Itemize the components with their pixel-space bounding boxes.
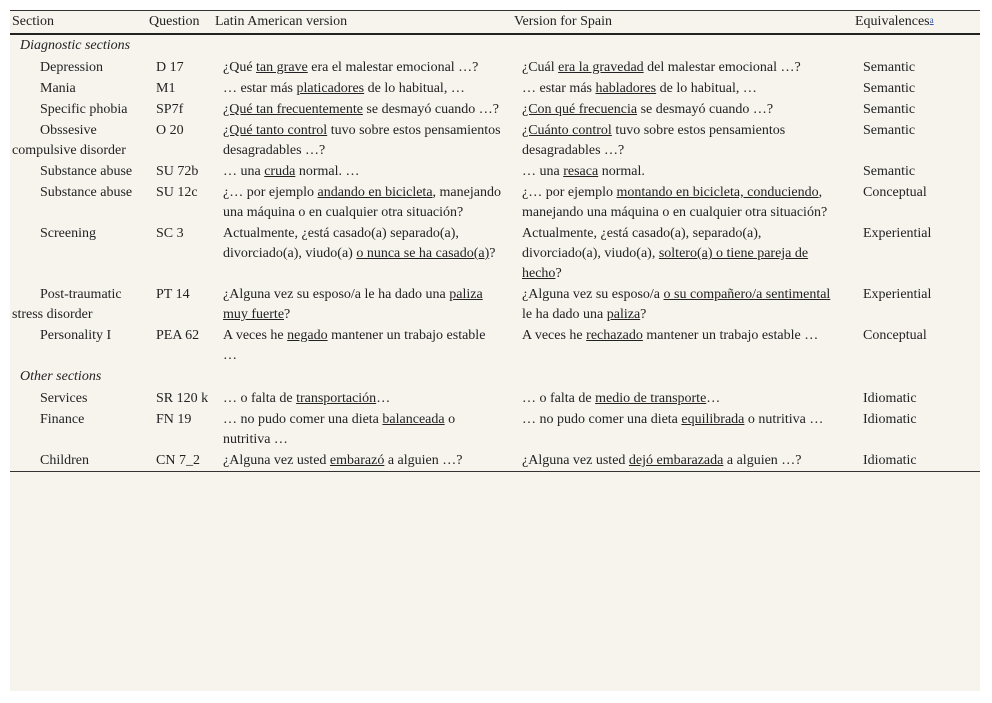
text-segment: … estar más <box>522 81 596 96</box>
section-cell: Services <box>40 391 88 406</box>
text-segment: A veces he <box>223 328 288 343</box>
latin-american-cell <box>213 182 512 223</box>
text-segment: ¿Alguna vez su esposo/a <box>522 287 664 302</box>
section-cell: Mania <box>40 81 76 96</box>
section-cell: Depression <box>40 60 103 75</box>
section-cell: Substance abuse <box>40 185 133 200</box>
highlighted-term: equilibrada <box>681 412 745 427</box>
highlighted-term: o nunca se ha casado(a) <box>356 246 490 261</box>
text-segment: … no pudo comer una dieta <box>522 412 682 427</box>
spain-cell <box>512 57 853 78</box>
latin-american-cell <box>213 388 512 409</box>
text-segment: ¿Alguna vez usted <box>223 453 330 468</box>
equivalence-cell: Semantic <box>863 60 916 75</box>
equivalence-cell: Idiomatic <box>863 412 917 427</box>
text-segment: … una <box>223 164 265 179</box>
text-segment: Actualmente, ¿está casado(a), separado(a), divorciado(a), viudo(a), <box>522 226 762 261</box>
text-segment: mantener un trabajo estable … <box>223 328 486 363</box>
equivalence-table <box>10 10 980 472</box>
question-cell: PT 14 <box>156 287 190 302</box>
text-segment: a alguien …? <box>384 453 463 468</box>
question-cell: FN 19 <box>156 412 192 427</box>
text-segment: se desmayó cuando …? <box>637 102 774 117</box>
section-cell: Specific phobia <box>40 102 128 117</box>
text-segment: … una <box>522 164 564 179</box>
equivalence-cell: Semantic <box>863 81 916 96</box>
table-row <box>10 182 980 223</box>
text-segment: era el malestar emocional …? <box>307 60 479 75</box>
footnote-link[interactable]: a <box>929 15 934 25</box>
equivalence-cell: Conceptual <box>863 185 927 200</box>
spain-cell <box>512 161 853 182</box>
text-segment: mantener un trabajo estable … <box>642 328 819 343</box>
highlighted-term: platicadores <box>296 81 365 96</box>
text-segment: a alguien …? <box>723 453 802 468</box>
highlighted-term: resaca <box>563 164 599 179</box>
header-latin-american: Latin American version <box>215 14 348 29</box>
latin-american-cell <box>213 78 512 99</box>
question-cell: SC 3 <box>156 226 184 241</box>
equivalence-cell: Experiential <box>863 287 932 302</box>
text-segment: … o falta de <box>223 391 297 406</box>
table-header-row <box>10 11 980 35</box>
latin-american-cell <box>213 161 512 182</box>
highlighted-term: tan grave <box>256 60 308 75</box>
equivalence-cell: Semantic <box>863 102 916 117</box>
text-segment: le ha dado una <box>522 307 607 322</box>
highlighted-term: ¿Qué tan frecuentemente <box>223 102 363 117</box>
table-row <box>10 450 980 472</box>
highlighted-term: ¿Qué tanto control <box>223 123 328 138</box>
highlighted-term: transportación <box>296 391 377 406</box>
latin-american-cell <box>213 450 512 472</box>
highlighted-term: negado <box>287 328 328 343</box>
latin-american-cell <box>213 325 512 366</box>
latin-american-cell <box>213 120 512 161</box>
text-segment: ¿Alguna vez usted <box>522 453 629 468</box>
spain-cell <box>512 78 853 99</box>
text-segment: ¿… por ejemplo <box>522 185 617 200</box>
highlighted-term: dejó embarazada <box>628 453 724 468</box>
section-cell: Post-traumatic stress disorder <box>12 287 122 322</box>
highlighted-term: habladores <box>595 81 657 96</box>
text-segment: se desmayó cuando …? <box>362 102 499 117</box>
header-equivalences <box>853 11 980 35</box>
table-row <box>10 409 980 450</box>
table-row <box>10 388 980 409</box>
question-cell: SU 72b <box>156 164 199 179</box>
question-cell: SP7f <box>156 102 184 117</box>
table-row <box>10 99 980 120</box>
highlighted-term: ¿Cuánto control <box>522 123 612 138</box>
highlighted-term: paliza <box>606 307 641 322</box>
equivalence-cell: Semantic <box>863 164 916 179</box>
header-section: Section <box>12 14 54 29</box>
group-row-diagnostic <box>10 34 980 57</box>
table-row <box>10 223 980 284</box>
highlighted-term: soltero(a) o tiene pareja de hecho <box>522 246 809 281</box>
table-row <box>10 284 980 325</box>
text-segment: Actualmente, ¿está casado(a) separado(a), divorciado(a), viudo(a) <box>223 226 459 261</box>
question-cell: M1 <box>156 81 176 96</box>
section-cell: Personality I <box>40 328 112 343</box>
equivalence-cell: Conceptual <box>863 328 927 343</box>
header-equivalences-label: Equivalences <box>855 14 930 29</box>
question-cell: D 17 <box>156 60 184 75</box>
highlighted-term: paliza muy fuerte <box>223 287 483 322</box>
table-row <box>10 120 980 161</box>
text-segment: tuvo sobre estos pensamientos desagradables …? <box>223 123 501 158</box>
spain-cell <box>512 450 853 472</box>
text-segment: … estar más <box>223 81 297 96</box>
question-cell: SR 120 k <box>156 391 209 406</box>
latin-american-cell <box>213 284 512 325</box>
text-segment: ¿Cuál <box>522 60 559 75</box>
spain-cell <box>512 388 853 409</box>
question-cell: CN 7_2 <box>156 453 200 468</box>
text-segment: … no pudo comer una dieta <box>223 412 383 427</box>
text-segment: de lo habitual, … <box>364 81 465 96</box>
text-segment: normal. … <box>295 164 360 179</box>
group-label: Other sections <box>20 369 102 384</box>
highlighted-term: ¿Con qué frecuencia <box>522 102 638 117</box>
text-segment: … <box>376 391 391 406</box>
equivalence-cell: Semantic <box>863 123 916 138</box>
highlighted-term: rechazado <box>586 328 643 343</box>
table-row <box>10 161 980 182</box>
text-segment: … <box>706 391 721 406</box>
text-segment: ¿Alguna vez su esposo/a le ha dado una <box>223 287 450 302</box>
table-frame <box>10 10 980 691</box>
text-segment: ? <box>555 266 562 281</box>
spain-cell <box>512 284 853 325</box>
text-segment: de lo habitual, … <box>656 81 757 96</box>
text-segment: , manejando una máquina o en cualquier otra situación? <box>223 185 501 220</box>
question-cell: SU 12c <box>156 185 198 200</box>
table-row <box>10 325 980 366</box>
table-row <box>10 78 980 99</box>
latin-american-cell <box>213 409 512 450</box>
section-cell: Obssesive compulsive disorder <box>12 123 126 158</box>
equivalence-cell: Idiomatic <box>863 391 917 406</box>
spain-cell <box>512 325 853 366</box>
highlighted-term: medio de transporte <box>595 391 707 406</box>
text-segment: ¿… por ejemplo <box>223 185 318 200</box>
highlighted-term: cruda <box>264 164 296 179</box>
header-question: Question <box>149 14 200 29</box>
latin-american-cell <box>213 223 512 284</box>
highlighted-term: balanceada <box>382 412 445 427</box>
highlighted-term: montando en bicicleta, conduciendo <box>616 185 819 200</box>
table-row <box>10 57 980 78</box>
section-cell: Substance abuse <box>40 164 133 179</box>
section-cell: Children <box>40 453 89 468</box>
question-cell: O 20 <box>156 123 184 138</box>
group-row-other <box>10 366 980 388</box>
equivalence-cell: Experiential <box>863 226 932 241</box>
text-segment: del malestar emocional …? <box>643 60 801 75</box>
section-cell: Finance <box>40 412 85 427</box>
highlighted-term: andando en bicicleta <box>317 185 433 200</box>
spain-cell <box>512 182 853 223</box>
question-cell: PEA 62 <box>156 328 200 343</box>
text-segment: ¿Qué <box>223 60 257 75</box>
group-label: Diagnostic sections <box>20 38 131 53</box>
text-segment: o nutritiva … <box>744 412 824 427</box>
highlighted-term: o su compañero/a sentimental <box>663 287 831 302</box>
spain-cell <box>512 120 853 161</box>
latin-american-cell <box>213 99 512 120</box>
spain-cell <box>512 223 853 284</box>
text-segment: ? <box>489 246 496 261</box>
section-cell: Screening <box>40 226 96 241</box>
highlighted-term: era la gravedad <box>558 60 644 75</box>
text-segment: … o falta de <box>522 391 596 406</box>
latin-american-cell <box>213 57 512 78</box>
spain-cell <box>512 99 853 120</box>
text-segment: ? <box>640 307 647 322</box>
header-spain: Version for Spain <box>514 14 612 29</box>
text-segment: o nutritiva … <box>223 412 456 447</box>
text-segment: normal. <box>598 164 645 179</box>
text-segment: tuvo sobre estos pensamientos desagradables …? <box>522 123 786 158</box>
equivalence-cell: Idiomatic <box>863 453 917 468</box>
spain-cell <box>512 409 853 450</box>
highlighted-term: embarazó <box>329 453 385 468</box>
text-segment: ? <box>284 307 291 322</box>
text-segment: , manejando una máquina o en cualquier otra situación? <box>522 185 828 220</box>
text-segment: A veces he <box>522 328 587 343</box>
